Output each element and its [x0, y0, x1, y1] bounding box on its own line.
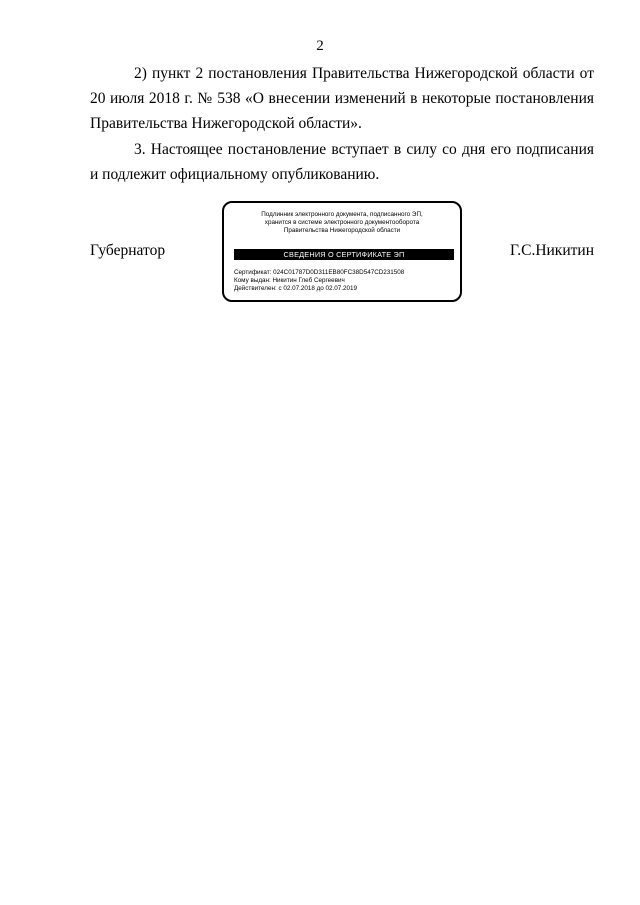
stamp-header-line: хранится в системе электронного документооборота — [264, 219, 420, 226]
paragraph-item-3 — [90, 137, 594, 187]
stamp-header — [224, 211, 460, 235]
stamp-title-bar: СВЕДЕНИЯ О СЕРТИФИКАТЕ ЭП — [234, 249, 454, 260]
signatory-position: Губернатор — [90, 242, 166, 259]
paragraph-item-2 — [90, 61, 594, 136]
stamp-issued-to: Кому выдан: Никитин Глеб Сергеевич — [234, 277, 345, 284]
stamp-details — [234, 269, 454, 293]
electronic-signature-stamp — [222, 201, 462, 302]
signatory-name: Г.С.Никитин — [510, 242, 594, 259]
stamp-certificate: Сертификат: 024C01787D0D311EB80FC38D547CD231508 — [234, 269, 405, 276]
paragraph-text: 2) пункт 2 постановления Правительства Нижегородской области от 20 июля 2018 г. № 538 «О внесении изменений в некоторые постановления Правительства Нижегородской области». — [90, 65, 594, 132]
stamp-header-line: Правительства Нижегородской области — [283, 227, 401, 234]
page-number: 2 — [316, 38, 324, 54]
stamp-header-line: Подлинник электронного документа, подписанного ЭП, — [261, 211, 423, 218]
paragraph-text: 3. Настоящее постановление вступает в силу со дня его подписания и подлежит официальному опубликованию. — [90, 141, 594, 183]
stamp-validity: Действителен: с 02.07.2018 до 02.07.2019 — [234, 285, 358, 292]
